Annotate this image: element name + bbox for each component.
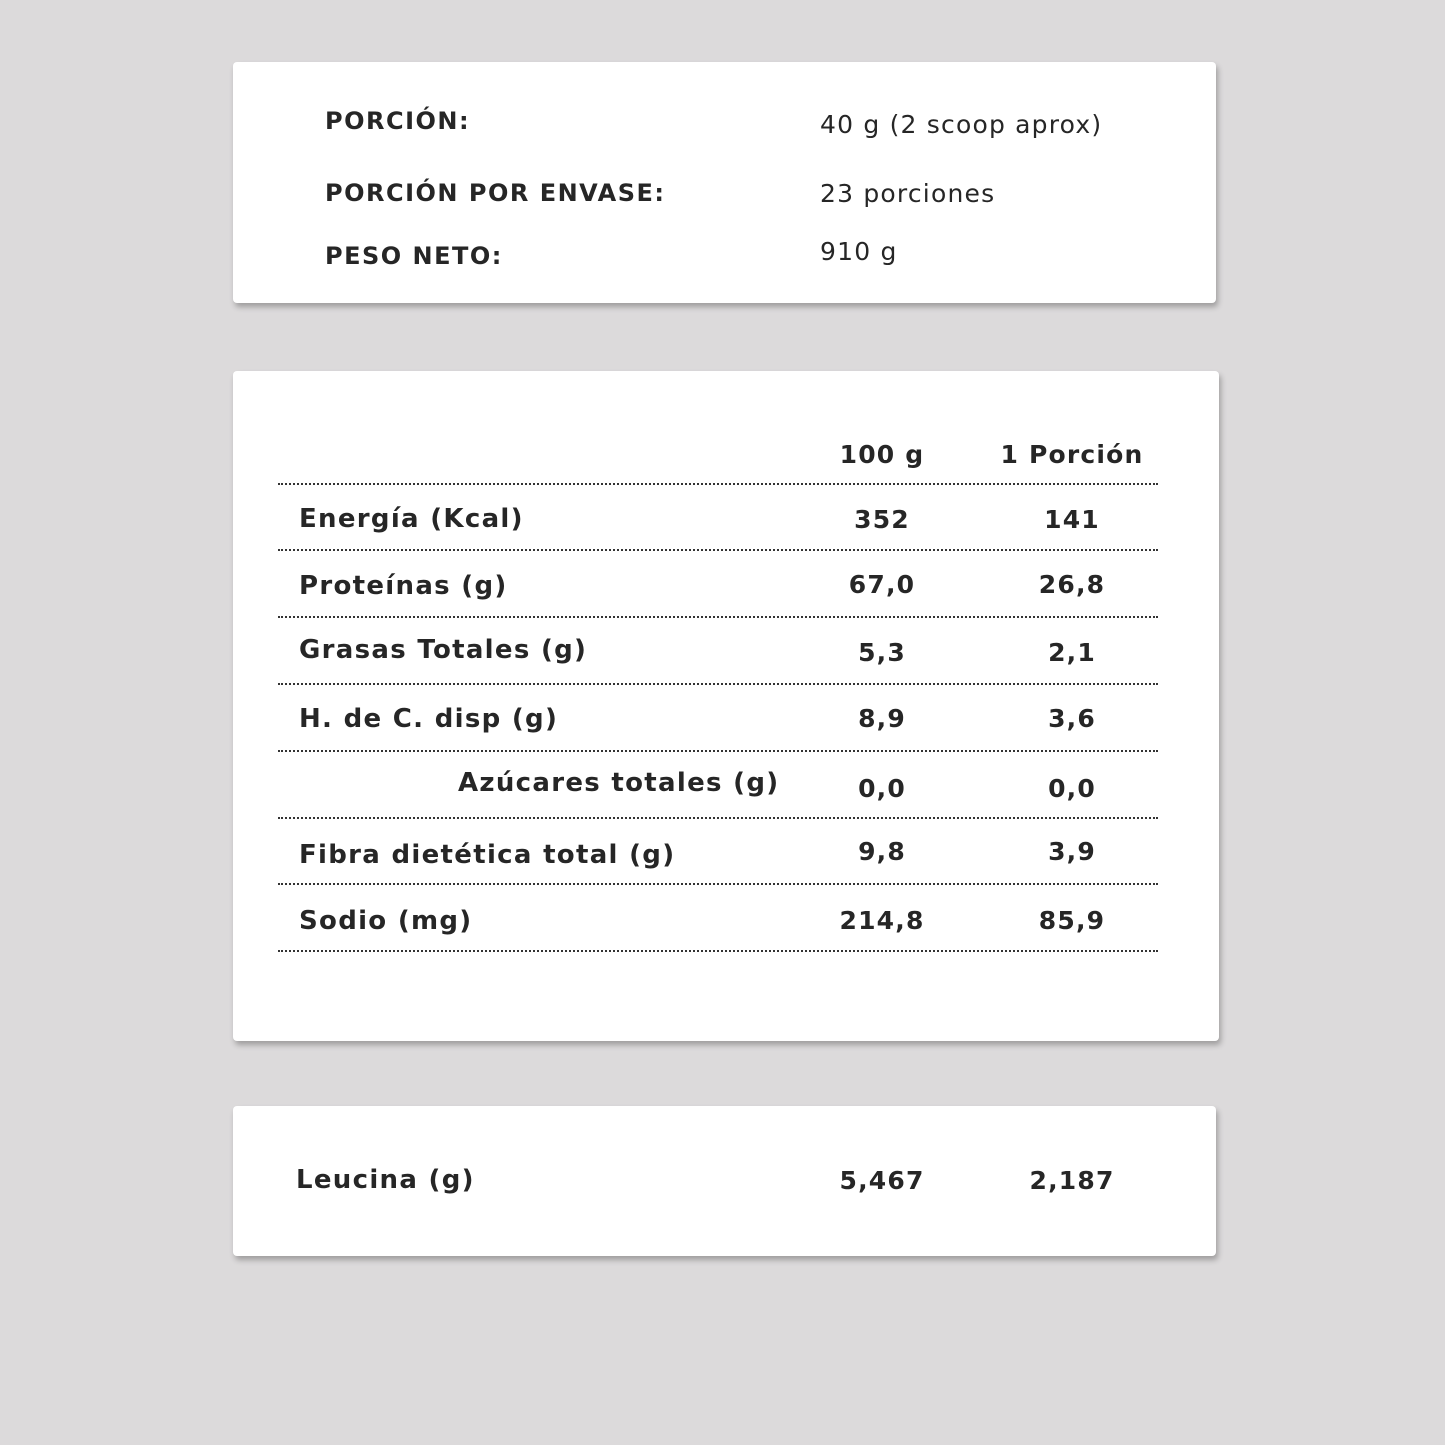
table-divider (278, 616, 1158, 618)
net-weight-value: 910 g (820, 237, 898, 266)
row-label-leucine: Leucina (g) (296, 1165, 475, 1195)
row-label-fiber: Fibra dietética total (g) (299, 840, 676, 870)
row-label-sodium: Sodio (mg) (299, 906, 473, 936)
table-divider (278, 950, 1158, 952)
servings-per-container-label: PORCIÓN POR ENVASE: (325, 179, 666, 207)
table-divider (278, 817, 1158, 819)
table-divider (278, 750, 1158, 752)
row-label-carbohydrates: H. de C. disp (g) (299, 704, 559, 734)
serving-size-value: 40 g (2 scoop aprox) (820, 110, 1103, 139)
row-label-protein: Proteínas (g) (299, 571, 508, 601)
serving-info-card (233, 62, 1216, 303)
row-label-energy: Energía (Kcal) (299, 504, 524, 534)
table-divider (278, 883, 1158, 885)
table-divider (278, 549, 1158, 551)
table-divider (278, 483, 1158, 485)
table-divider (278, 683, 1158, 685)
serving-size-label: PORCIÓN: (325, 107, 471, 135)
row-label-total-fat: Grasas Totales (g) (299, 635, 588, 665)
row-label-sugars: Azúcares totales (g) (458, 768, 780, 798)
amino-acid-card: Leucina (g) 5,467 2,187 (233, 1106, 1216, 1256)
nutrition-table-card: 100 g 1 Porción Energía (Kcal) 352 141 Proteínas (g) 67,0 26,8 Grasas Totales (g) 5,3 2,1 H. de C. disp (g) 8,9 3,6 Azúcares totales (g) 0,0 0,0 Fibra dietética total (g) 9,8 3,9 Sodio (mg) 214,8 85,9 (233, 371, 1219, 1041)
servings-per-container-value: 23 porciones (820, 179, 996, 208)
net-weight-label: PESO NETO: (325, 242, 503, 270)
